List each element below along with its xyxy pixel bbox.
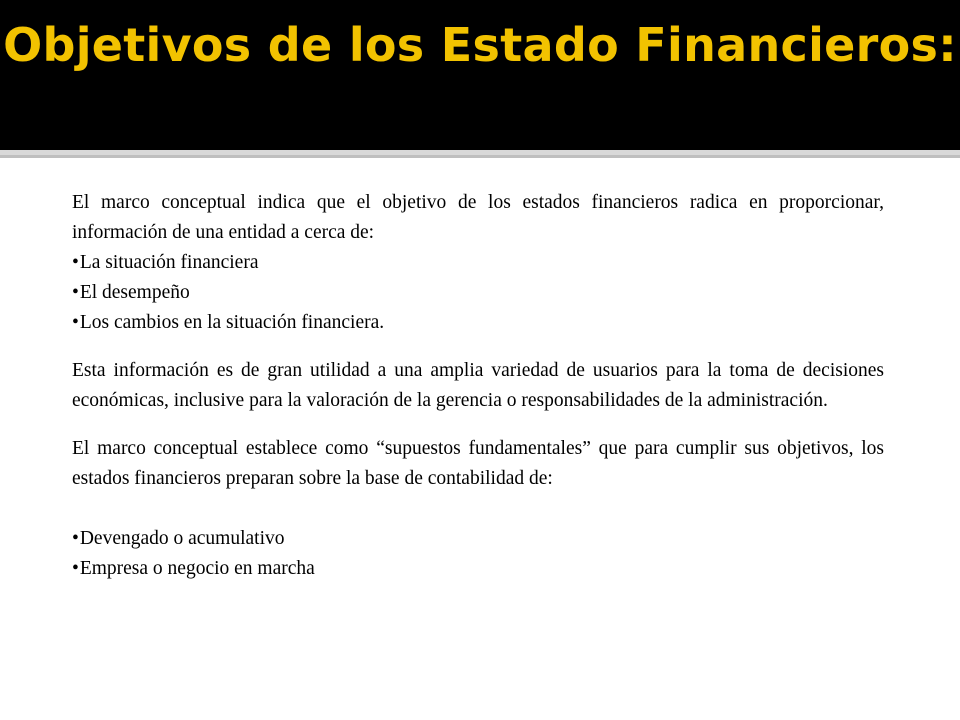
spacer — [72, 494, 884, 524]
bullet-text: La situación financiera — [79, 252, 259, 273]
bullet-icon: • — [72, 528, 79, 549]
bullet-text: Empresa o negocio en marcha — [79, 558, 315, 579]
bullet-item — [72, 308, 884, 338]
slide-title: Objetivos de los Estado Financieros: — [3, 18, 957, 72]
bullet-item — [72, 278, 884, 308]
bullet-item — [72, 248, 884, 278]
bullet-item — [72, 554, 884, 584]
bullet-icon: • — [72, 312, 79, 333]
bullet-text: El desempeño — [79, 282, 190, 303]
bullet-icon: • — [72, 282, 79, 303]
title-bar — [0, 0, 960, 150]
slide-body — [72, 188, 884, 584]
bullet-icon: • — [72, 252, 79, 273]
spacer — [72, 338, 884, 356]
bullet-text: Los cambios en la situación financiera. — [79, 312, 385, 333]
assumptions-paragraph: El marco conceptual establece como “supuestos fundamentales” que para cumplir sus objetivos, los estados financieros preparan sobre la base de contabilidad de: — [72, 438, 884, 489]
bullet-icon: • — [72, 558, 79, 579]
spacer — [72, 416, 884, 434]
intro-paragraph: El marco conceptual indica que el objetivo de los estados financieros radica en proporcionar, información de una entidad a cerca de: — [72, 192, 884, 243]
bullet-text: Devengado o acumulativo — [79, 528, 285, 549]
usefulness-paragraph: Esta información es de gran utilidad a una amplia variedad de usuarios para la toma de decisiones económicas, inclusive para la valoración de la gerencia o responsabilidades de la administración. — [72, 360, 884, 411]
title-divider-shadow — [0, 155, 960, 158]
bullet-item — [72, 524, 884, 554]
